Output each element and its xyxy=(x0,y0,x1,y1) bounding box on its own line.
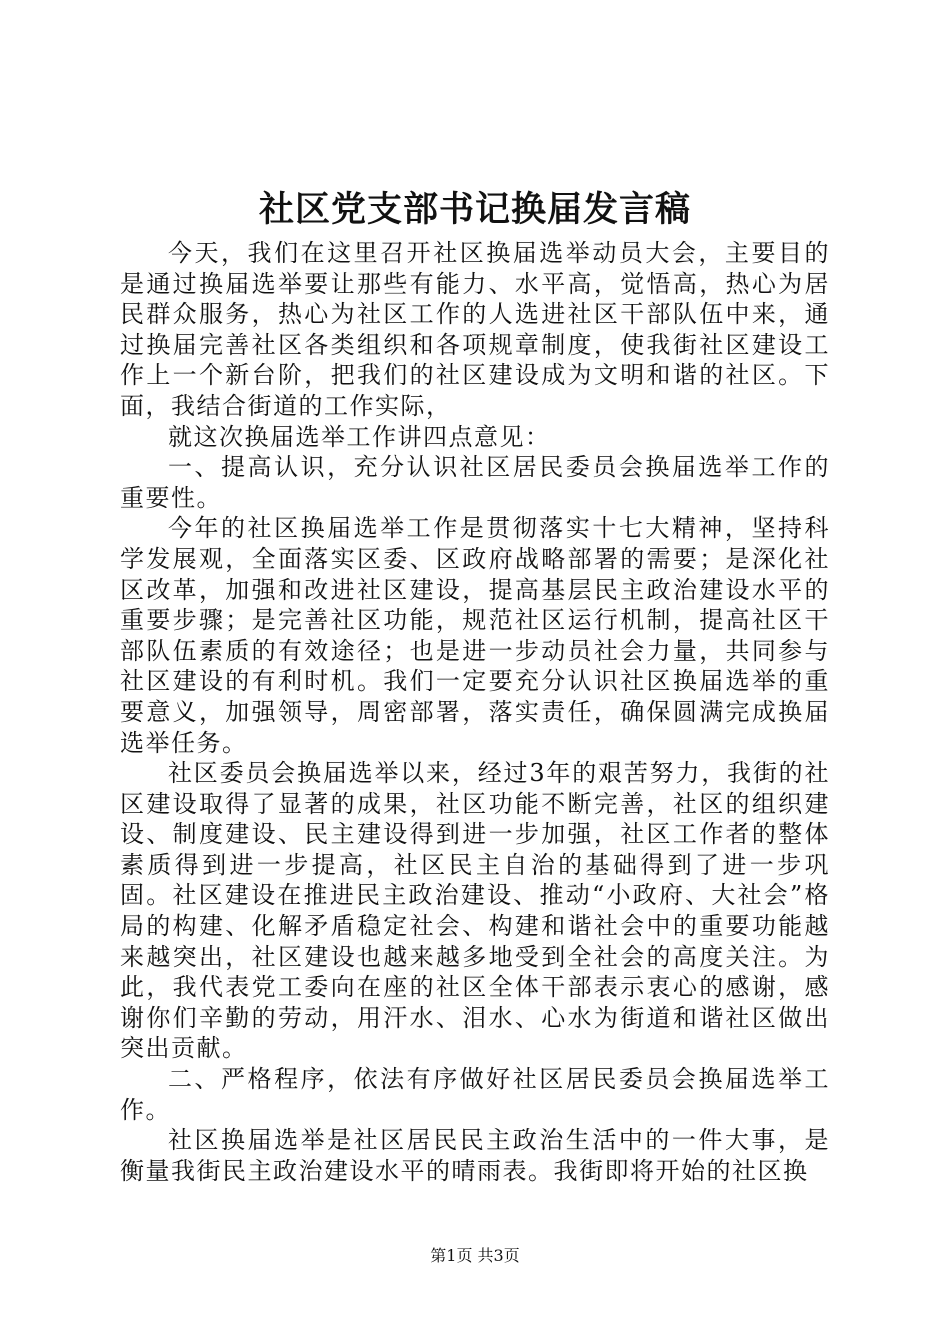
paragraph-4: 社区委员会换届选举以来，经过3年的艰苦努力，我街的社区建设取得了显著的成果，社区功能不断完善，社区的组织建设、制度建设、民主建设得到进一步加强，社区工作者的整体素质得到进一步提高，社区民主自治的基础得到了进一步巩固。社区建设在推进民主政治建设、推动“小政府、大社会”格局的构建、化解矛盾稳定社会、构建和谐社会中的重要功能越来越突出，社区建设也越来越多地受到全社会的高度关注。为此，我代表党工委向在座的社区全体干部表示衷心的感谢，感谢你们辛勤的劳动，用汗水、泪水、心水为街道和谐社区做出突出贡献。 xyxy=(120,759,830,1063)
section-heading-2: 二、严格程序，依法有序做好社区居民委员会换届选举工作。 xyxy=(120,1065,830,1124)
document-title: 社区党支部书记换届发言稿 xyxy=(258,189,691,230)
paragraph-2: 就这次换届选举工作讲四点意见： xyxy=(168,422,551,451)
page-footer: 第1页 共3页 xyxy=(430,1246,520,1265)
section-heading-1: 一、提高认识，充分认识社区居民委员会换届选举工作的重要性。 xyxy=(120,453,830,512)
paragraph-1: 今天，我们在这里召开社区换届选举动员大会，主要目的是通过换届选举要让那些有能力、水平高，觉悟高，热心为居民群众服务，热心为社区工作的人选进社区干部队伍中来，通过换届完善社区各类组织和各项规章制度，使我街社区建设工作上一个新台阶，把我们的社区建设成为文明和谐的社区。下面，我结合街道的工作实际， xyxy=(120,239,830,420)
paragraph-5: 社区换届选举是社区居民民主政治生活中的一件大事，是衡量我街民主政治建设水平的晴雨表。我街即将开始的社区换 xyxy=(120,1126,830,1185)
paragraph-3: 今年的社区换届选举工作是贯彻落实十七大精神，坚持科学发展观，全面落实区委、区政府战略部署的需要；是深化社区改革，加强和改进社区建设，提高基层民主政治建设水平的重要步骤；是完善社区功能，规范社区运行机制，提高社区干部队伍素质的有效途径；也是进一步动员社会力量，共同参与社区建设的有利时机。我们一定要充分认识社区换届选举的重要意义，加强领导，周密部署，落实责任，确保圆满完成换届选举任务。 xyxy=(120,514,830,757)
document-body xyxy=(120,238,830,1186)
